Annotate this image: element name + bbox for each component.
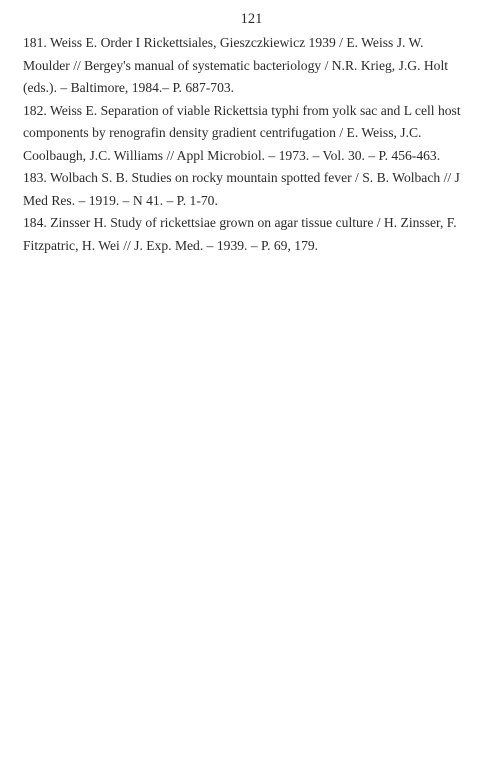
reference-number: 184. <box>23 215 47 230</box>
reference-line: Med Res. – 1919. – N 41. – P. 1-70. <box>23 192 218 208</box>
reference-line: (eds.). – Baltimore, 1984.– P. 687-703. <box>23 80 235 95</box>
page-number: 121 <box>240 11 263 27</box>
reference-item-181 <box>23 32 484 100</box>
reference-line: components by renografin density gradient centrifugation / E. Weiss, J.C. <box>23 125 422 140</box>
reference-number: 183. <box>23 170 47 185</box>
reference-number: 182. <box>23 102 47 118</box>
reference-item-184 <box>23 212 484 257</box>
reference-line: Fitzpatric, H. Wei // J. Exp. Med. – 1939. – P. 69, 179. <box>23 237 319 253</box>
reference-item-182 <box>23 100 484 168</box>
reference-line: 181. Weiss E. Order I Rickettsiales, Gieszczkiewicz 1939 / E. Weiss J. W. <box>23 35 424 50</box>
reference-list <box>23 32 484 257</box>
reference-line: Moulder // Bergey's manual of systematic bacteriology / N.R. Krieg, J.G. Holt <box>23 57 449 73</box>
reference-line: Coolbaugh, J.C. Williams // Appl Microbiol. – 1973. – Vol. 30. – P. 456-463. <box>23 147 441 163</box>
reference-line: 183. Wolbach S. B. Studies on rocky mountain spotted fever / S. B. Wolbach // J <box>23 170 460 185</box>
reference-line: 182. Weiss E. Separation of viable Rickettsia typhi from yolk sac and L cell host <box>23 102 461 118</box>
reference-number: 181. <box>23 35 47 50</box>
reference-item-183 <box>23 167 484 212</box>
reference-line: 184. Zinsser H. Study of rickettsiae grown on agar tissue culture / H. Zinsser, F. <box>23 215 457 230</box>
